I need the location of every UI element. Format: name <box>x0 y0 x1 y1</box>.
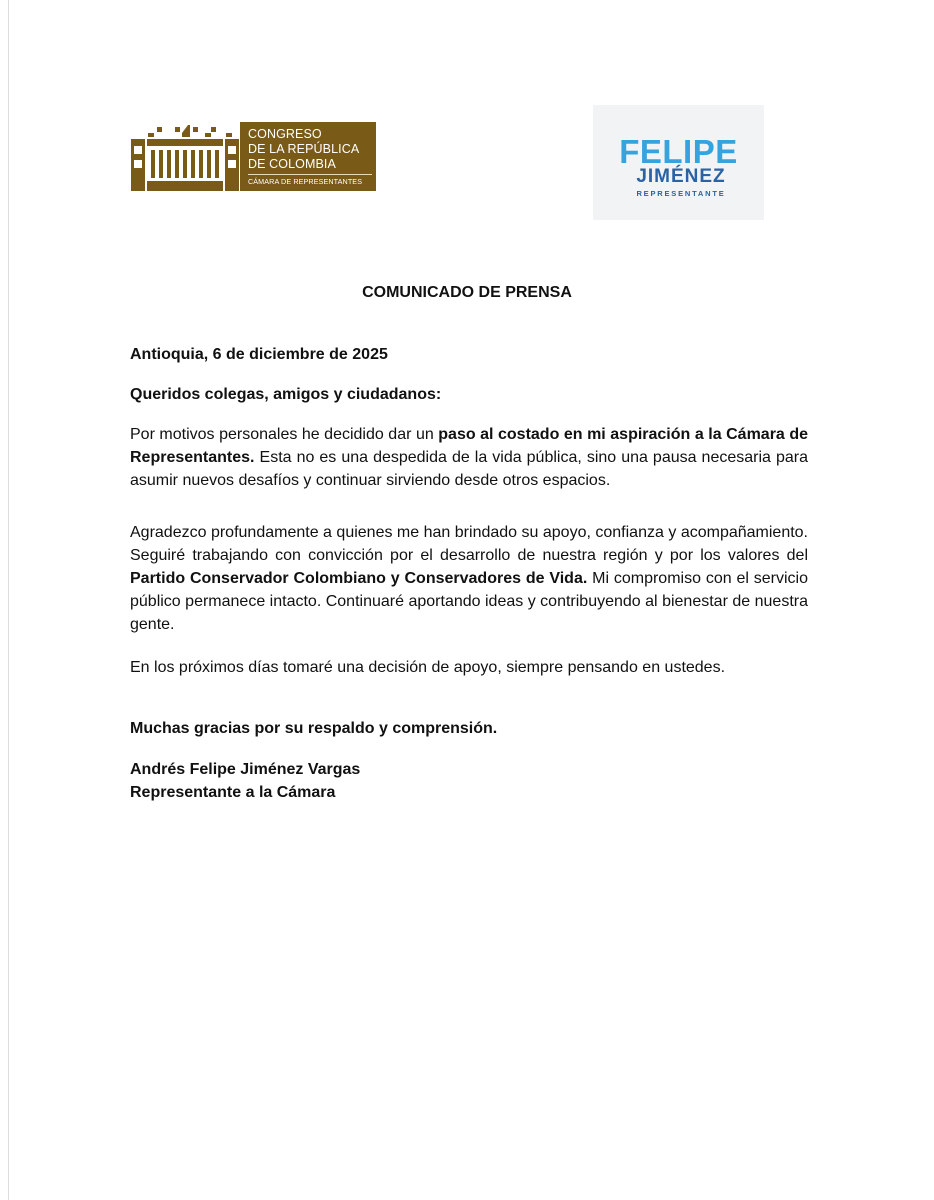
paragraph-withdrawal-rest: Esta no es una despedida de la vida pública, sino una pausa necesaria para asumir nuevos desafíos y continuar sirviendo desde otros espacios. <box>130 449 808 489</box>
paragraph-withdrawal-highlight: paso al costado en mi aspiración a la Cámara de Representantes. <box>130 426 809 466</box>
felipe-logo-role: REPRESENTANTE <box>636 189 726 198</box>
felipe-jimenez-logo <box>593 105 764 220</box>
signature-title: Representante a la Cámara <box>130 784 336 801</box>
congreso-divider <box>248 174 372 175</box>
paragraph-gratitude-rest: Mi compromiso con el servicio público permanece intacto. Continuaré aportando ideas y contribuyendo al bienestar de nuestra gente. <box>130 570 808 633</box>
paragraph-withdrawal <box>130 423 808 492</box>
signature-block <box>130 758 808 804</box>
felipe-logo-name: FELIPE <box>619 133 738 170</box>
congreso-line-2: DE LA REPÚBLICA <box>248 142 360 156</box>
paragraph-withdrawal-intro: Por motivos personales he decidido dar un <box>130 426 439 443</box>
paragraph-support-decision: En los próximos días tomaré una decisión de apoyo, siempre pensando en ustedes. <box>130 659 726 676</box>
letter-date: Antioquia, 6 de diciembre de 2025 <box>130 346 388 363</box>
letter-greeting: Queridos colegas, amigos y ciudadanos: <box>130 386 442 403</box>
press-release-heading: COMUNICADO DE PRENSA <box>362 284 572 301</box>
felipe-logo-surname: JIMÉNEZ <box>636 166 726 187</box>
letter-closing: Muchas gracias por su respaldo y comprensión. <box>130 720 498 737</box>
capitol-emblem-icon <box>131 120 239 191</box>
congreso-line-3: DE COLOMBIA <box>248 157 336 171</box>
congreso-logo <box>131 120 376 191</box>
paragraph-gratitude <box>130 521 808 636</box>
congreso-nameplate <box>240 122 376 191</box>
congreso-line-1: CONGRESO <box>248 127 322 141</box>
paragraph-gratitude-intro: Agradezco profundamente a quienes me han brindado su apoyo, confianza y acompañamiento. Seguiré trabajando con convicción por el desarrollo de nuestra región y por los valores del <box>130 524 808 564</box>
paragraph-gratitude-party: Partido Conservador Colombiano y Conservadores de Vida. <box>130 570 588 587</box>
signature-name: Andrés Felipe Jiménez Vargas <box>130 761 361 778</box>
page-edge <box>8 0 9 1200</box>
congreso-line-4: CÁMARA DE REPRESENTANTES <box>248 177 363 186</box>
